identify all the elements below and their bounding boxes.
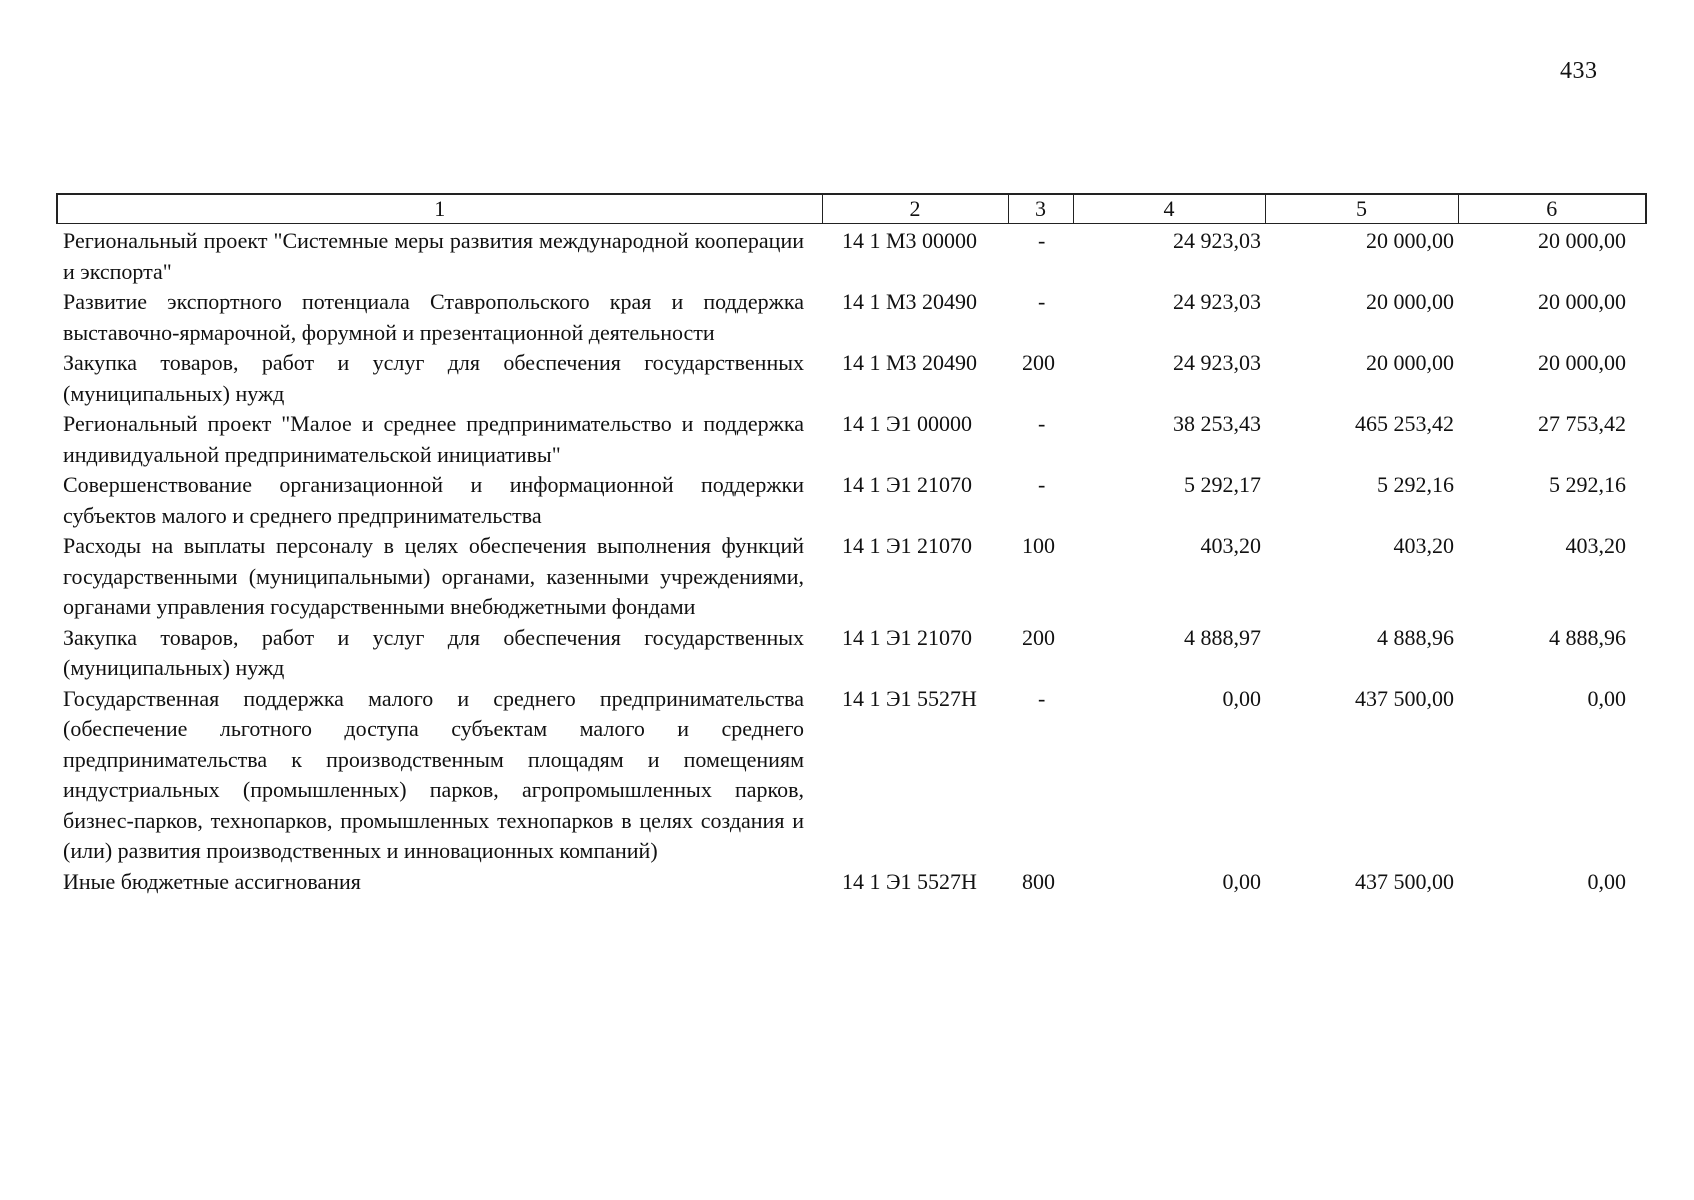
row-amount-col6: 0,00 — [1587, 685, 1626, 711]
table-row — [57, 531, 1646, 623]
row-name: Расходы на выплаты персоналу в целях обеспечения выполнения функций государственными (муниципальными) органами, казенными учреждениями, органами управления государственными внебюджетными фондами — [63, 533, 804, 619]
row-amount-col6: 27 753,42 — [1538, 411, 1626, 436]
row-target-code: 14 1 Э1 5527Н — [842, 685, 977, 711]
row-expense-type: 200 — [1022, 624, 1055, 650]
table-row — [57, 470, 1646, 531]
row-expense-type: - — [1038, 685, 1046, 711]
row-expense-type: - — [1038, 228, 1046, 253]
row-name: Закупка товаров, работ и услуг для обеспечения государственных (муниципальных) нужд — [63, 350, 804, 406]
row-amount-col5: 5 292,16 — [1377, 472, 1454, 497]
row-target-code: 14 1 Э1 00000 — [842, 411, 973, 436]
row-amount-col6: 4 888,96 — [1549, 624, 1626, 650]
row-amount-col5: 437 500,00 — [1355, 868, 1454, 894]
row-amount-col4: 0,00 — [1222, 685, 1261, 711]
row-target-code: 14 1 Э1 21070 — [842, 533, 973, 558]
row-name: Государственная поддержка малого и среднего предпринимательства (обеспечение льготного доступа субъектам малого и среднего предпринимательства к производственным площадям и помещениям индустриальных (промышленных) парков, агропромышленных парков, бизнес-парков, технопарков, промышленных технопарков в целях создания и (или) развития производственных и инновационных компаний) — [63, 685, 804, 863]
row-amount-col4: 4 888,97 — [1184, 624, 1261, 650]
row-name: Закупка товаров, работ и услуг для обеспечения государственных (муниципальных) нужд — [63, 624, 804, 680]
row-amount-col6: 403,20 — [1565, 533, 1626, 558]
row-target-code: 14 1 Э1 5527Н — [842, 868, 977, 894]
row-amount-col4: 24 923,03 — [1173, 350, 1261, 375]
column-header: 5 — [1265, 194, 1458, 224]
row-name: Региональный проект "Малое и среднее предпринимательство и поддержка индивидуальной предпринимательской инициативы" — [63, 411, 804, 467]
row-expense-type: - — [1038, 472, 1046, 497]
row-expense-type: 800 — [1022, 868, 1055, 894]
table-body — [57, 224, 1646, 898]
column-header: 2 — [822, 194, 1008, 224]
row-amount-col6: 0,00 — [1587, 868, 1626, 894]
row-amount-col5: 20 000,00 — [1366, 289, 1454, 314]
row-amount-col4: 0,00 — [1222, 868, 1261, 894]
column-header: 6 — [1458, 194, 1646, 224]
row-amount-col5: 403,20 — [1393, 533, 1454, 558]
table-row — [57, 409, 1646, 470]
row-amount-col5: 4 888,96 — [1377, 624, 1454, 650]
row-amount-col6: 5 292,16 — [1549, 472, 1626, 497]
row-target-code: 14 1 Э1 21070 — [842, 472, 973, 497]
row-name: Региональный проект "Системные меры развития международной кооперации и экспорта" — [63, 228, 804, 284]
header-row — [57, 194, 1646, 224]
row-expense-type: - — [1038, 411, 1046, 436]
row-amount-col4: 38 253,43 — [1173, 411, 1261, 436]
row-target-code: 14 1 М3 20490 — [842, 350, 978, 375]
table-header — [57, 194, 1646, 224]
row-expense-type: 200 — [1022, 350, 1055, 375]
row-amount-col6: 20 000,00 — [1538, 289, 1626, 314]
row-amount-col4: 403,20 — [1200, 533, 1261, 558]
row-name: Иные бюджетные ассигнования — [63, 868, 361, 894]
table-row — [57, 224, 1646, 288]
row-amount-col5: 437 500,00 — [1355, 685, 1454, 711]
table-row — [57, 867, 1646, 898]
table-row — [57, 684, 1646, 867]
row-target-code: 14 1 М3 00000 — [842, 228, 978, 253]
row-amount-col6: 20 000,00 — [1538, 350, 1626, 375]
table-row — [57, 623, 1646, 684]
table-row — [57, 287, 1646, 348]
row-amount-col6: 20 000,00 — [1538, 228, 1626, 253]
row-amount-col5: 20 000,00 — [1366, 228, 1454, 253]
column-header: 3 — [1008, 194, 1073, 224]
column-header: 1 — [57, 194, 822, 224]
row-amount-col4: 24 923,03 — [1173, 289, 1261, 314]
column-header: 4 — [1073, 194, 1265, 224]
row-amount-col4: 24 923,03 — [1173, 228, 1261, 253]
row-amount-col5: 465 253,42 — [1355, 411, 1454, 436]
row-expense-type: 100 — [1022, 533, 1055, 558]
budget-table — [56, 193, 1647, 897]
row-expense-type: - — [1038, 289, 1046, 314]
row-amount-col4: 5 292,17 — [1184, 472, 1261, 497]
row-target-code: 14 1 М3 20490 — [842, 289, 978, 314]
page-number: 433 — [1560, 58, 1598, 84]
row-name: Совершенствование организационной и информационной поддержки субъектов малого и среднего предпринимательства — [63, 472, 804, 528]
row-amount-col5: 20 000,00 — [1366, 350, 1454, 375]
row-target-code: 14 1 Э1 21070 — [842, 624, 973, 650]
table-row — [57, 348, 1646, 409]
row-name: Развитие экспортного потенциала Ставропольского края и поддержка выставочно-ярмарочной, форумной и презентационной деятельности — [63, 289, 804, 345]
